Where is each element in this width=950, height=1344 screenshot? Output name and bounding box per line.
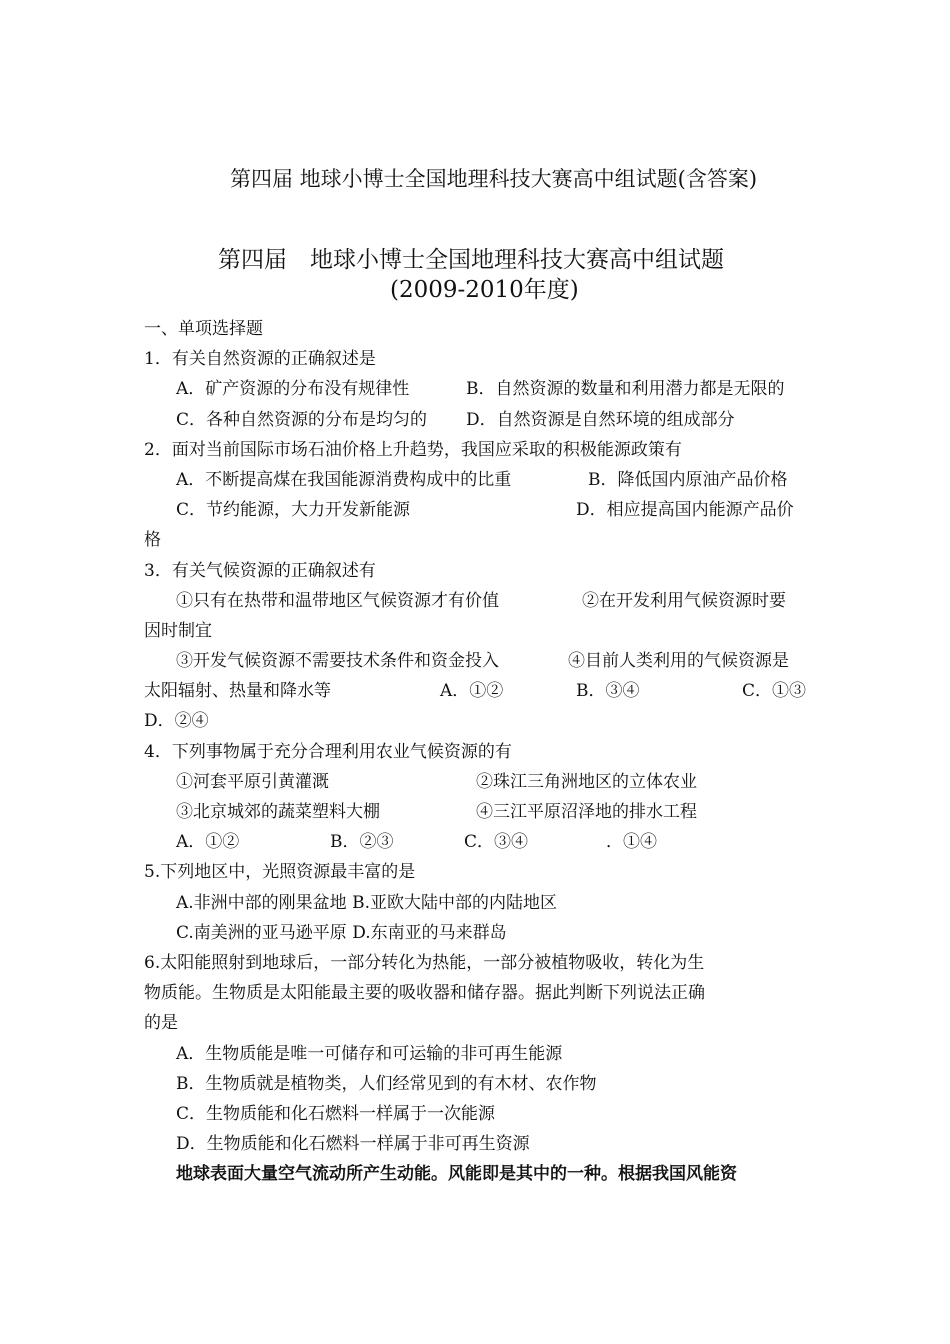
- question-2-option-b: B．降低国内原油产品价格: [588, 469, 788, 490]
- question-1-options-cd: [144, 405, 820, 435]
- question-3-option-a: A．①②: [440, 681, 504, 702]
- question-5-option-d: D.东南亚的马来群岛: [352, 922, 507, 943]
- question-3-option-d: D．②④: [144, 711, 209, 732]
- question-2-options-cd: [144, 495, 820, 525]
- question-5-option-a: A.非洲中部的刚果盆地: [176, 892, 347, 913]
- question-2-option-a: A．不断提高煤在我国能源消费构成中的比重: [176, 469, 512, 490]
- question-2-stem: 2．面对当前国际市场石油价格上升趋势，我国应采取的积极能源政策有: [144, 439, 682, 460]
- question-6-option-b: B．生物质就是植物类，人们经常见到的有木材、农作物: [176, 1073, 597, 1094]
- question-3-statement-2: ②在开发利用气候资源时要: [582, 590, 786, 611]
- question-3-option-c: C．①③: [742, 681, 807, 702]
- question-2-option-d-wrap: 格: [144, 530, 161, 551]
- question-3-statement-3: ③开发气候资源不需要技术条件和资金投入: [176, 651, 499, 672]
- section-heading: 一、单项选择题: [144, 319, 263, 339]
- question-3-options-abc: [144, 676, 820, 706]
- exam-title-line1: 第四届 地球小博士全国地理科技大赛高中组试题: [218, 247, 724, 273]
- question-3-statement-4-wrap: 太阳辐射、热量和降水等: [144, 681, 331, 702]
- question-5-option-c: C.南美洲的亚马逊平原: [176, 922, 347, 943]
- question-4-options: [144, 827, 820, 857]
- question-4-statements-12: [144, 767, 820, 797]
- question-3-statement-1: ①只有在热带和温带地区气候资源才有价值: [176, 590, 499, 611]
- question-3-statements-34: [144, 646, 820, 676]
- question-1-option-c: C．各种自然资源的分布是均匀的: [176, 409, 428, 430]
- question-5-option-b: B.亚欧大陆中部的内陆地区: [352, 892, 557, 913]
- question-4-statement-3: ③北京城郊的蔬菜塑料大棚: [176, 802, 380, 822]
- question-4-option-b: B．②③: [330, 832, 394, 853]
- question-4-option-d: ．①④: [606, 832, 657, 853]
- question-4-statement-1: ①河套平原引黄灌溉: [176, 771, 329, 792]
- question-4-option-a: A．①②: [176, 832, 240, 853]
- document-title: 第四届 地球小博士全国地理科技大赛高中组试题(含答案): [230, 167, 758, 191]
- question-5-options-cd: [144, 918, 820, 948]
- question-5-options-ab: [144, 888, 820, 918]
- question-4-statement-4: ④三江平原沼泽地的排水工程: [476, 802, 697, 822]
- question-6-option-c: C．生物质能和化石燃料一样属于一次能源: [176, 1103, 496, 1124]
- question-1-option-d: D．自然资源是自然环境的组成部分: [466, 409, 735, 430]
- question-1-options-ab: [144, 374, 820, 404]
- question-1-option-b: B．自然资源的数量和利用潜力都是无限的: [466, 379, 785, 400]
- question-2-options-ab: [144, 465, 820, 495]
- trailing-paragraph: 地球表面大量空气流动所产生动能。风能即是其中的一种。根据我国风能资: [176, 1164, 737, 1185]
- question-5-stem: 5.下列地区中，光照资源最丰富的是: [144, 862, 416, 883]
- question-2-option-c: C．节约能源，大力开发新能源: [176, 500, 411, 521]
- question-6-stem-line1: 6.太阳能照射到地球后，一部分转化为热能，一部分被植物吸收，转化为生: [144, 952, 705, 973]
- question-4-statement-2: ②珠江三角洲地区的立体农业: [476, 771, 697, 792]
- question-3-statement-2-wrap: 因时制宜: [144, 620, 212, 641]
- question-1-option-a: A．矿产资源的分布没有规律性: [176, 379, 410, 400]
- question-2-option-d: D．相应提高国内能源产品价: [576, 500, 794, 521]
- question-3-statement-4: ④目前人类利用的气候资源是: [568, 651, 789, 672]
- exam-title-year: (2009-2010年度): [390, 277, 579, 303]
- question-3-option-b: B．③④: [576, 681, 640, 702]
- question-1-stem: 1．有关自然资源的正确叙述是: [144, 349, 376, 370]
- question-3-stem: 3．有关气候资源的正确叙述有: [144, 560, 376, 581]
- question-6-option-d: D．生物质能和化石燃料一样属于非可再生资源: [176, 1134, 530, 1155]
- question-4-statements-34: [144, 797, 820, 827]
- question-6-stem-line2: 物质能。生物质是太阳能最主要的吸收器和储存器。据此判断下列说法正确: [144, 983, 705, 1004]
- question-4-option-c: C．③④: [464, 832, 529, 853]
- question-6-stem-line3: 的是: [144, 1013, 178, 1034]
- question-6-option-a: A．生物质能是唯一可储存和可运输的非可再生能源: [176, 1043, 563, 1064]
- question-4-stem: 4．下列事物属于充分合理利用农业气候资源的有: [144, 741, 512, 762]
- question-3-statements-12: [144, 586, 820, 616]
- exam-content: [144, 314, 820, 1189]
